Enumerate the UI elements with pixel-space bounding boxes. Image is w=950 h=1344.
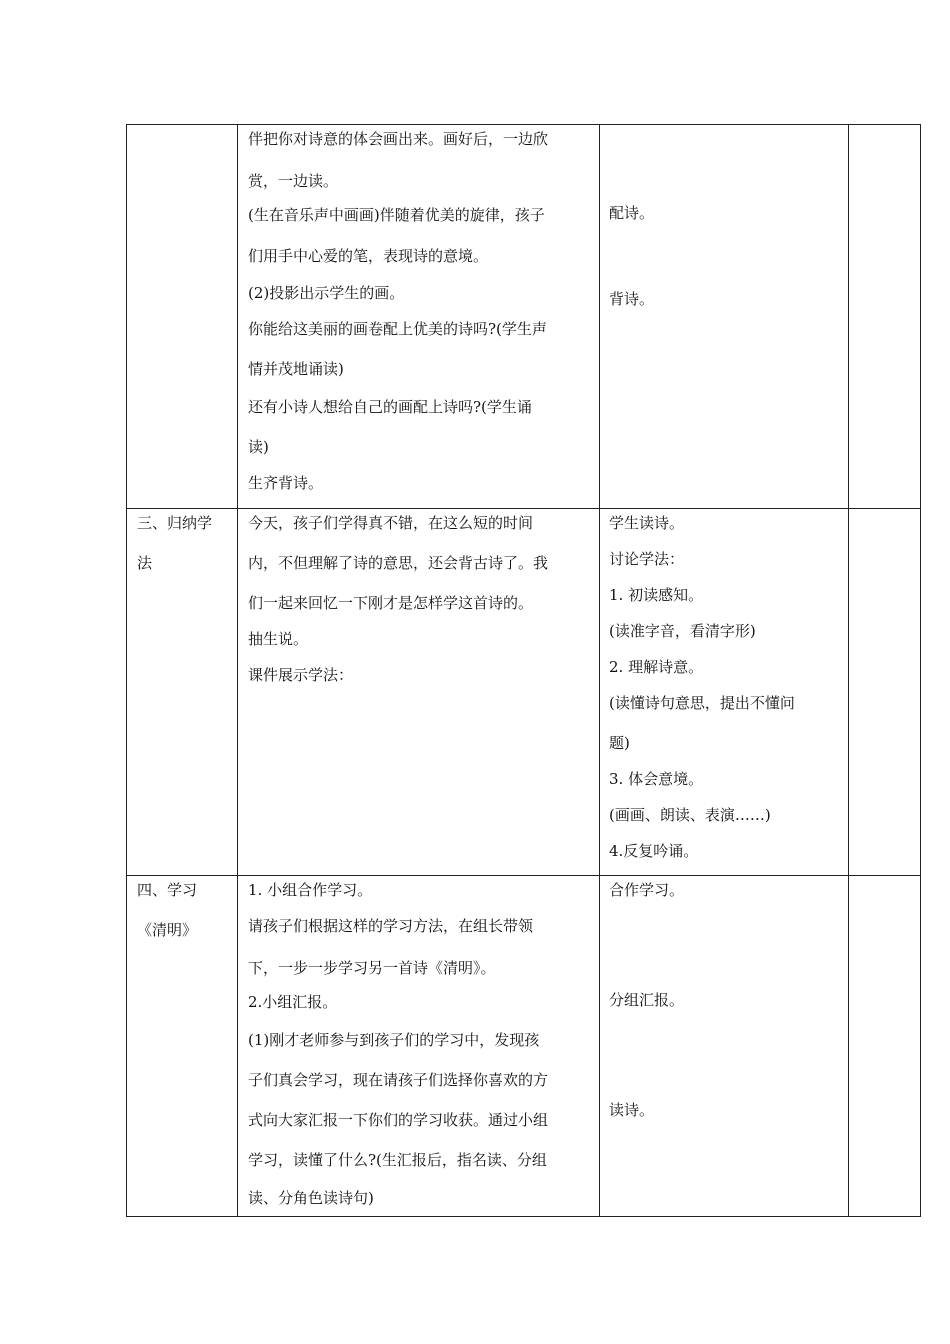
- text-line: 还有小诗人想给自己的画配上诗吗?(学生诵: [248, 398, 532, 416]
- lesson-plan-table: [126, 124, 921, 1217]
- text-line: 今天，孩子们学得真不错，在这么短的时间: [248, 514, 534, 532]
- text-line: 学生读诗。: [609, 514, 685, 532]
- text-line: 读): [248, 438, 269, 456]
- text-line: 配诗。: [609, 204, 655, 222]
- text-line: 内，不但理解了诗的意思，还会背古诗了。我: [248, 554, 549, 572]
- text-line: 读诗。: [609, 1101, 655, 1119]
- stage-cell: [127, 876, 238, 1217]
- text-line: 式向大家汇报一下你们的学习收获。通过小组: [248, 1111, 549, 1129]
- text-line: 背诗。: [609, 290, 655, 308]
- notes-cell: [849, 125, 921, 509]
- text-line: 伴把你对诗意的体会画出来。画好后，一边欣: [248, 130, 549, 148]
- stage-cell: [127, 125, 238, 509]
- teacher-activity-cell: [238, 509, 600, 876]
- text-line: (2)投影出示学生的画。: [248, 284, 405, 302]
- text-line: 2.小组汇报。: [248, 993, 338, 1011]
- student-activity-cell: [600, 509, 849, 876]
- text-line: (1)刚才老师参与到孩子们的学习中，发现孩: [248, 1031, 540, 1049]
- stage-label: 三、归纳学: [137, 514, 213, 532]
- table-row: [127, 509, 921, 876]
- stage-cell: [127, 509, 238, 876]
- text-line: 生齐背诗。: [248, 474, 324, 492]
- text-line: 读、分角色读诗句): [248, 1189, 374, 1207]
- stage-label: 《清明》: [137, 921, 198, 939]
- table-row: [127, 876, 921, 1217]
- text-line: 1. 初读感知。: [609, 586, 704, 604]
- text-line: 课件展示学法：: [248, 666, 354, 684]
- text-line: 学习，读懂了什么?(生汇报后，指名读、分组: [248, 1151, 547, 1169]
- text-line: 题): [609, 734, 630, 752]
- text-line: 你能给这美丽的画卷配上优美的诗吗?(学生声: [248, 320, 547, 338]
- text-line: 分组汇报。: [609, 991, 685, 1009]
- text-line: 赏，一边读。: [248, 172, 339, 190]
- notes-cell: [849, 509, 921, 876]
- text-line: 们一起来回忆一下刚才是怎样学这首诗的。: [248, 594, 534, 612]
- text-line: 2. 理解诗意。: [609, 658, 704, 676]
- text-line: (读准字音，看清字形): [609, 622, 756, 640]
- text-line: (画画、朗读、表演……): [609, 806, 771, 824]
- stage-label: 四、学习: [137, 881, 198, 899]
- teacher-activity-cell: [238, 125, 600, 509]
- text-line: 子们真会学习，现在请孩子们选择你喜欢的方: [248, 1071, 549, 1089]
- text-line: (读懂诗句意思，提出不懂问: [609, 694, 795, 712]
- text-line: 下，一步一步学习另一首诗《清明》。: [248, 959, 496, 977]
- teacher-activity-cell: [238, 876, 600, 1217]
- text-line: 合作学习。: [609, 881, 685, 899]
- text-line: 们用手中心爱的笔，表现诗的意境。: [248, 247, 489, 265]
- text-line: 1. 小组合作学习。: [248, 881, 373, 899]
- text-line: 4.反复吟诵。: [609, 842, 699, 860]
- text-line: 讨论学法：: [609, 550, 685, 568]
- text-line: 抽生说。: [248, 630, 309, 648]
- text-line: 情并茂地诵读): [248, 360, 344, 378]
- notes-cell: [849, 876, 921, 1217]
- table-row: [127, 125, 921, 509]
- text-line: 3. 体会意境。: [609, 770, 704, 788]
- student-activity-cell: [600, 125, 849, 509]
- student-activity-cell: [600, 876, 849, 1217]
- text-line: (生在音乐声中画画)伴随着优美的旋律，孩子: [248, 206, 545, 224]
- text-line: 请孩子们根据这样的学习方法，在组长带领: [248, 917, 534, 935]
- stage-label: 法: [137, 554, 153, 572]
